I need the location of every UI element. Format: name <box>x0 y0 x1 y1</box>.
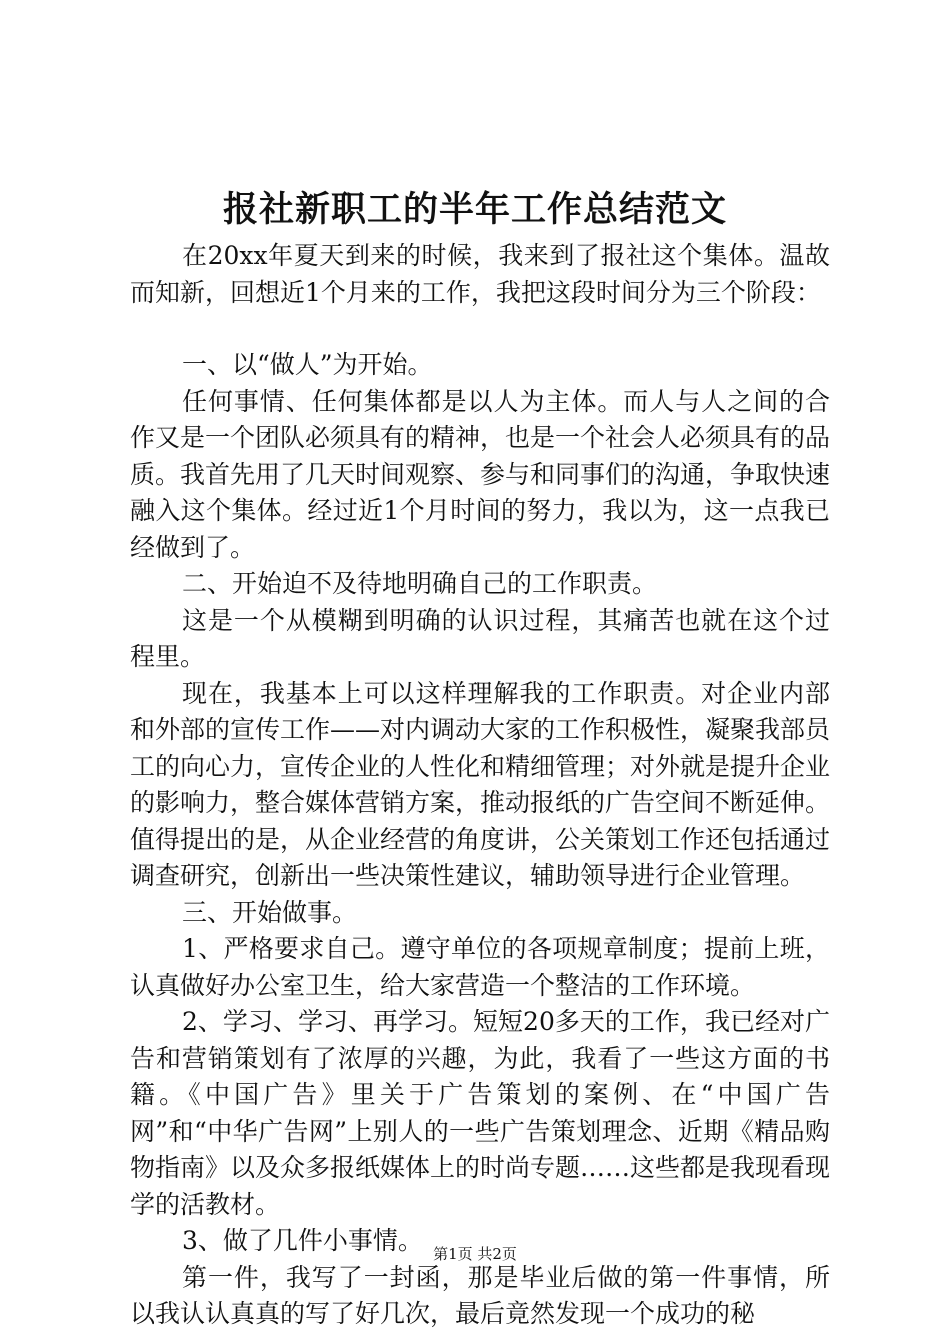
document-body <box>130 238 830 1333</box>
document-title: 报社新职工的半年工作总结范文 <box>222 189 727 230</box>
paragraph: 第一件，我写了一封函，那是毕业后做的第一件事情，所以我认认真真的写了好几次，最后竟然发现一个成功的秘 <box>130 1262 830 1328</box>
paragraph: 任何事情、任何集体都是以人为主体。而人与人之间的合作又是一个团队必须具有的精神，也是一个社会人必须具有的品质。我首先用了几天时间观察、参与和同事们的沟通，争取快速融入这个集体。经过近1个月时间的努力，我以为，这一点我已经做到了。 <box>130 386 831 562</box>
paragraph: 这是一个从模糊到明确的认识过程，其痛苦也就在这个过程里。 <box>130 605 830 671</box>
section-heading-1: 一、以“做人”为开始。 <box>182 350 433 379</box>
list-item: 2、学习、学习、再学习。短短20多天的工作，我已经对广告和营销策划有了浓厚的兴趣，为此，我看了一些这方面的书籍。《中国广告》里关于广告策划的案例、在“中国广告网”和“中华广告网”上别人的一些广告策划理念、近期《精品购物指南》以及众多报纸媒体上的时尚专题……这些都是我现看现学的活教材。 <box>130 1007 831 1219</box>
paragraph-intro: 在20xx年夏天到来的时候，我来到了报社这个集体。温故而知新，回想近1个月来的工作，我把这段时间分为三个阶段： <box>130 241 830 307</box>
section-heading-2: 二、开始迫不及待地明确自己的工作职责。 <box>182 569 658 598</box>
list-item: 1、严格要求自己。遵守单位的各项规章制度；提前上班，认真做好办公室卫生，给大家营造一个整洁的工作环境。 <box>130 934 830 1000</box>
paragraph: 现在，我基本上可以这样理解我的工作职责。对企业内部和外部的宣传工作——对内调动大家的工作积极性，凝聚我部员工的向心力，宣传企业的人性化和精细管理；对外就是提升企业的影响力，整合媒体营销方案，推动报纸的广告空间不断延伸。值得提出的是，从企业经营的角度讲，公关策划工作还包括通过调查研究，创新出一些决策性建议，辅助领导进行企业管理。 <box>130 678 831 890</box>
section-heading-3: 三、开始做事。 <box>182 897 358 927</box>
page-number: 第1页 共2页 <box>433 1245 517 1263</box>
list-item: 3、做了几件小事情。 <box>182 1226 423 1255</box>
